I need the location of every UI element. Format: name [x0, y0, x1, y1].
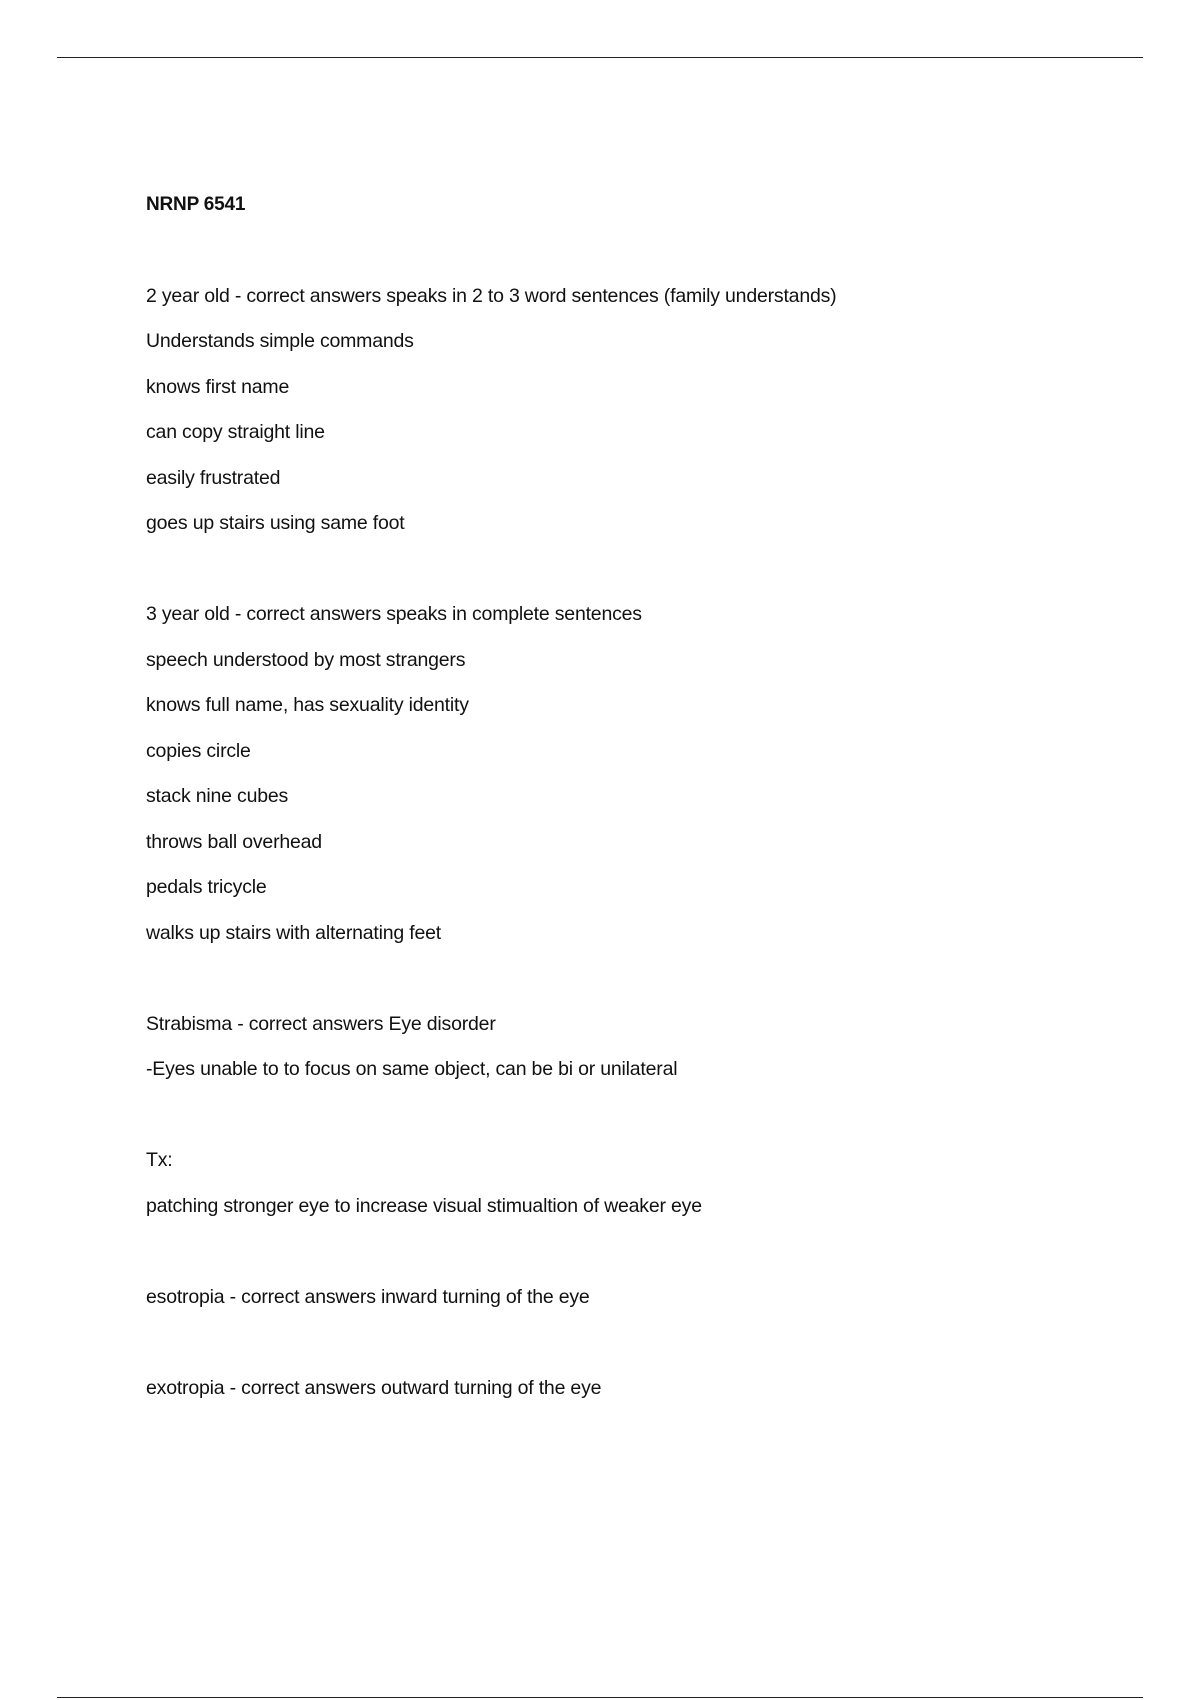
text-line: goes up stairs using same foot: [146, 512, 405, 534]
top-rule: [57, 57, 1143, 58]
text-line: can copy straight line: [146, 421, 325, 443]
text-line: patching stronger eye to increase visual stimualtion of weaker eye: [146, 1195, 702, 1217]
document-title: NRNP 6541: [146, 194, 246, 215]
text-line: Understands simple commands: [146, 330, 414, 352]
text-line: stack nine cubes: [146, 785, 289, 807]
text-line: walks up stairs with alternating feet: [146, 922, 441, 944]
text-line: copies circle: [146, 740, 251, 762]
bottom-rule: [57, 1697, 1143, 1698]
text-line: exotropia - correct answers outward turning of the eye: [146, 1377, 602, 1399]
text-line: easily frustrated: [146, 467, 281, 489]
text-line: pedals tricycle: [146, 876, 267, 898]
text-line: speech understood by most strangers: [146, 649, 466, 671]
text-line: knows full name, has sexuality identity: [146, 694, 469, 716]
text-line: Tx:: [146, 1149, 173, 1171]
text-line: esotropia - correct answers inward turning of the eye: [146, 1286, 590, 1308]
text-line: 3 year old - correct answers speaks in complete sentences: [146, 603, 642, 625]
text-line: Strabisma - correct answers Eye disorder: [146, 1013, 496, 1035]
text-line: knows first name: [146, 376, 290, 398]
text-line: 2 year old - correct answers speaks in 2 to 3 word sentences (family understands): [146, 285, 837, 307]
text-line: -Eyes unable to to focus on same object, can be bi or unilateral: [146, 1058, 678, 1080]
text-line: throws ball overhead: [146, 831, 322, 853]
